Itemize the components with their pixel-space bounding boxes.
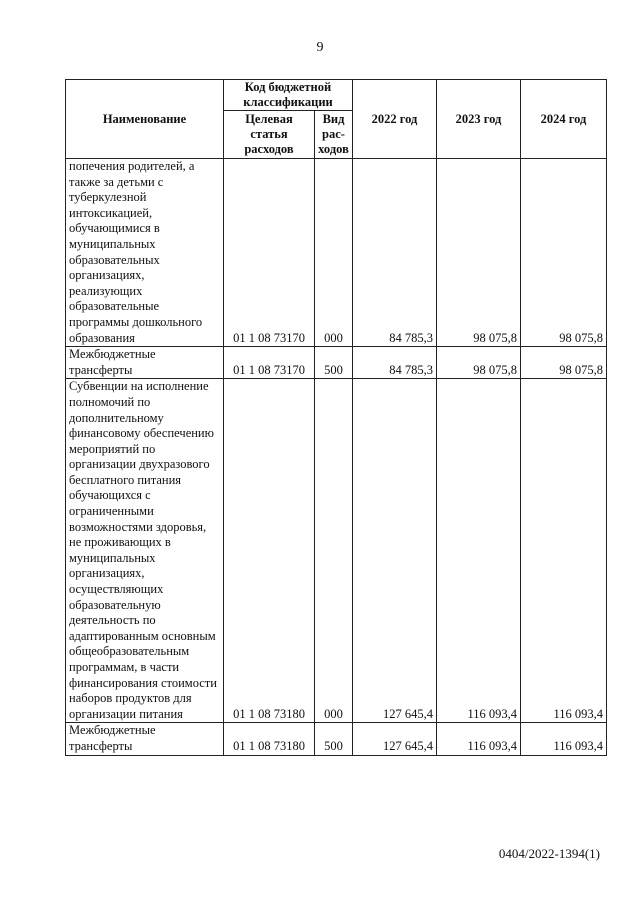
table-row [66, 159, 607, 347]
row-name: Межбюджетные трансферты [66, 723, 224, 755]
row-target-article: 01 1 08 73180 [224, 723, 315, 755]
row-value-2022: 127 645,4 [353, 379, 437, 723]
row-value-2022: 84 785,3 [353, 347, 437, 379]
row-value-2022: 127 645,4 [353, 723, 437, 755]
row-expense-type: 000 [315, 159, 353, 347]
row-value-2023: 98 075,8 [437, 347, 521, 379]
row-expense-type: 500 [315, 723, 353, 755]
row-value-2023: 98 075,8 [437, 159, 521, 347]
row-expense-type: 000 [315, 379, 353, 723]
header-target-article: Целевая статья расходов [224, 111, 315, 159]
row-target-article: 01 1 08 73170 [224, 347, 315, 379]
header-2023: 2023 год [437, 80, 521, 159]
row-expense-type: 500 [315, 347, 353, 379]
row-value-2023: 116 093,4 [437, 723, 521, 755]
row-target-article: 01 1 08 73170 [224, 159, 315, 347]
row-value-2024: 116 093,4 [521, 723, 607, 755]
row-name: Субвенции на исполнение полномочий по дополнительному финансовому обеспечению мероприятий по организации двухразового бесплатного питания обучающихся с ограниченными возможностями здоровья, не проживающих в муниципальных организациях, осуществляющих образовательную деятельность по адаптированным основным общеобразовательным программам, в части финансирования стоимости наборов продуктов для организации питания [66, 379, 224, 723]
table-row [66, 347, 607, 379]
header-2022: 2022 год [353, 80, 437, 159]
header-name: Наименование [66, 80, 224, 159]
row-value-2022: 84 785,3 [353, 159, 437, 347]
table-row [66, 723, 607, 755]
page-number: 9 [316, 40, 324, 55]
header-2024: 2024 год [521, 80, 607, 159]
row-name: Межбюджетные трансферты [66, 347, 224, 379]
row-target-article: 01 1 08 73180 [224, 379, 315, 723]
header-row-1 [66, 80, 607, 111]
row-value-2024: 98 075,8 [521, 347, 607, 379]
row-name: попечения родителей, а также за детьми с туберкулезной интоксикацией, обучающимися в муниципальных образовательных организациях, реализующих образовательные программы дошкольного образования [66, 159, 224, 347]
table-row [66, 379, 607, 723]
budget-table [65, 79, 607, 756]
row-value-2023: 116 093,4 [437, 379, 521, 723]
document-code: 0404/2022-1394(1) [498, 846, 600, 861]
row-value-2024: 116 093,4 [521, 379, 607, 723]
row-value-2024: 98 075,8 [521, 159, 607, 347]
header-expense-type: Вид рас-ходов [315, 111, 353, 159]
header-kbk: Код бюджетной классификации [224, 80, 353, 111]
